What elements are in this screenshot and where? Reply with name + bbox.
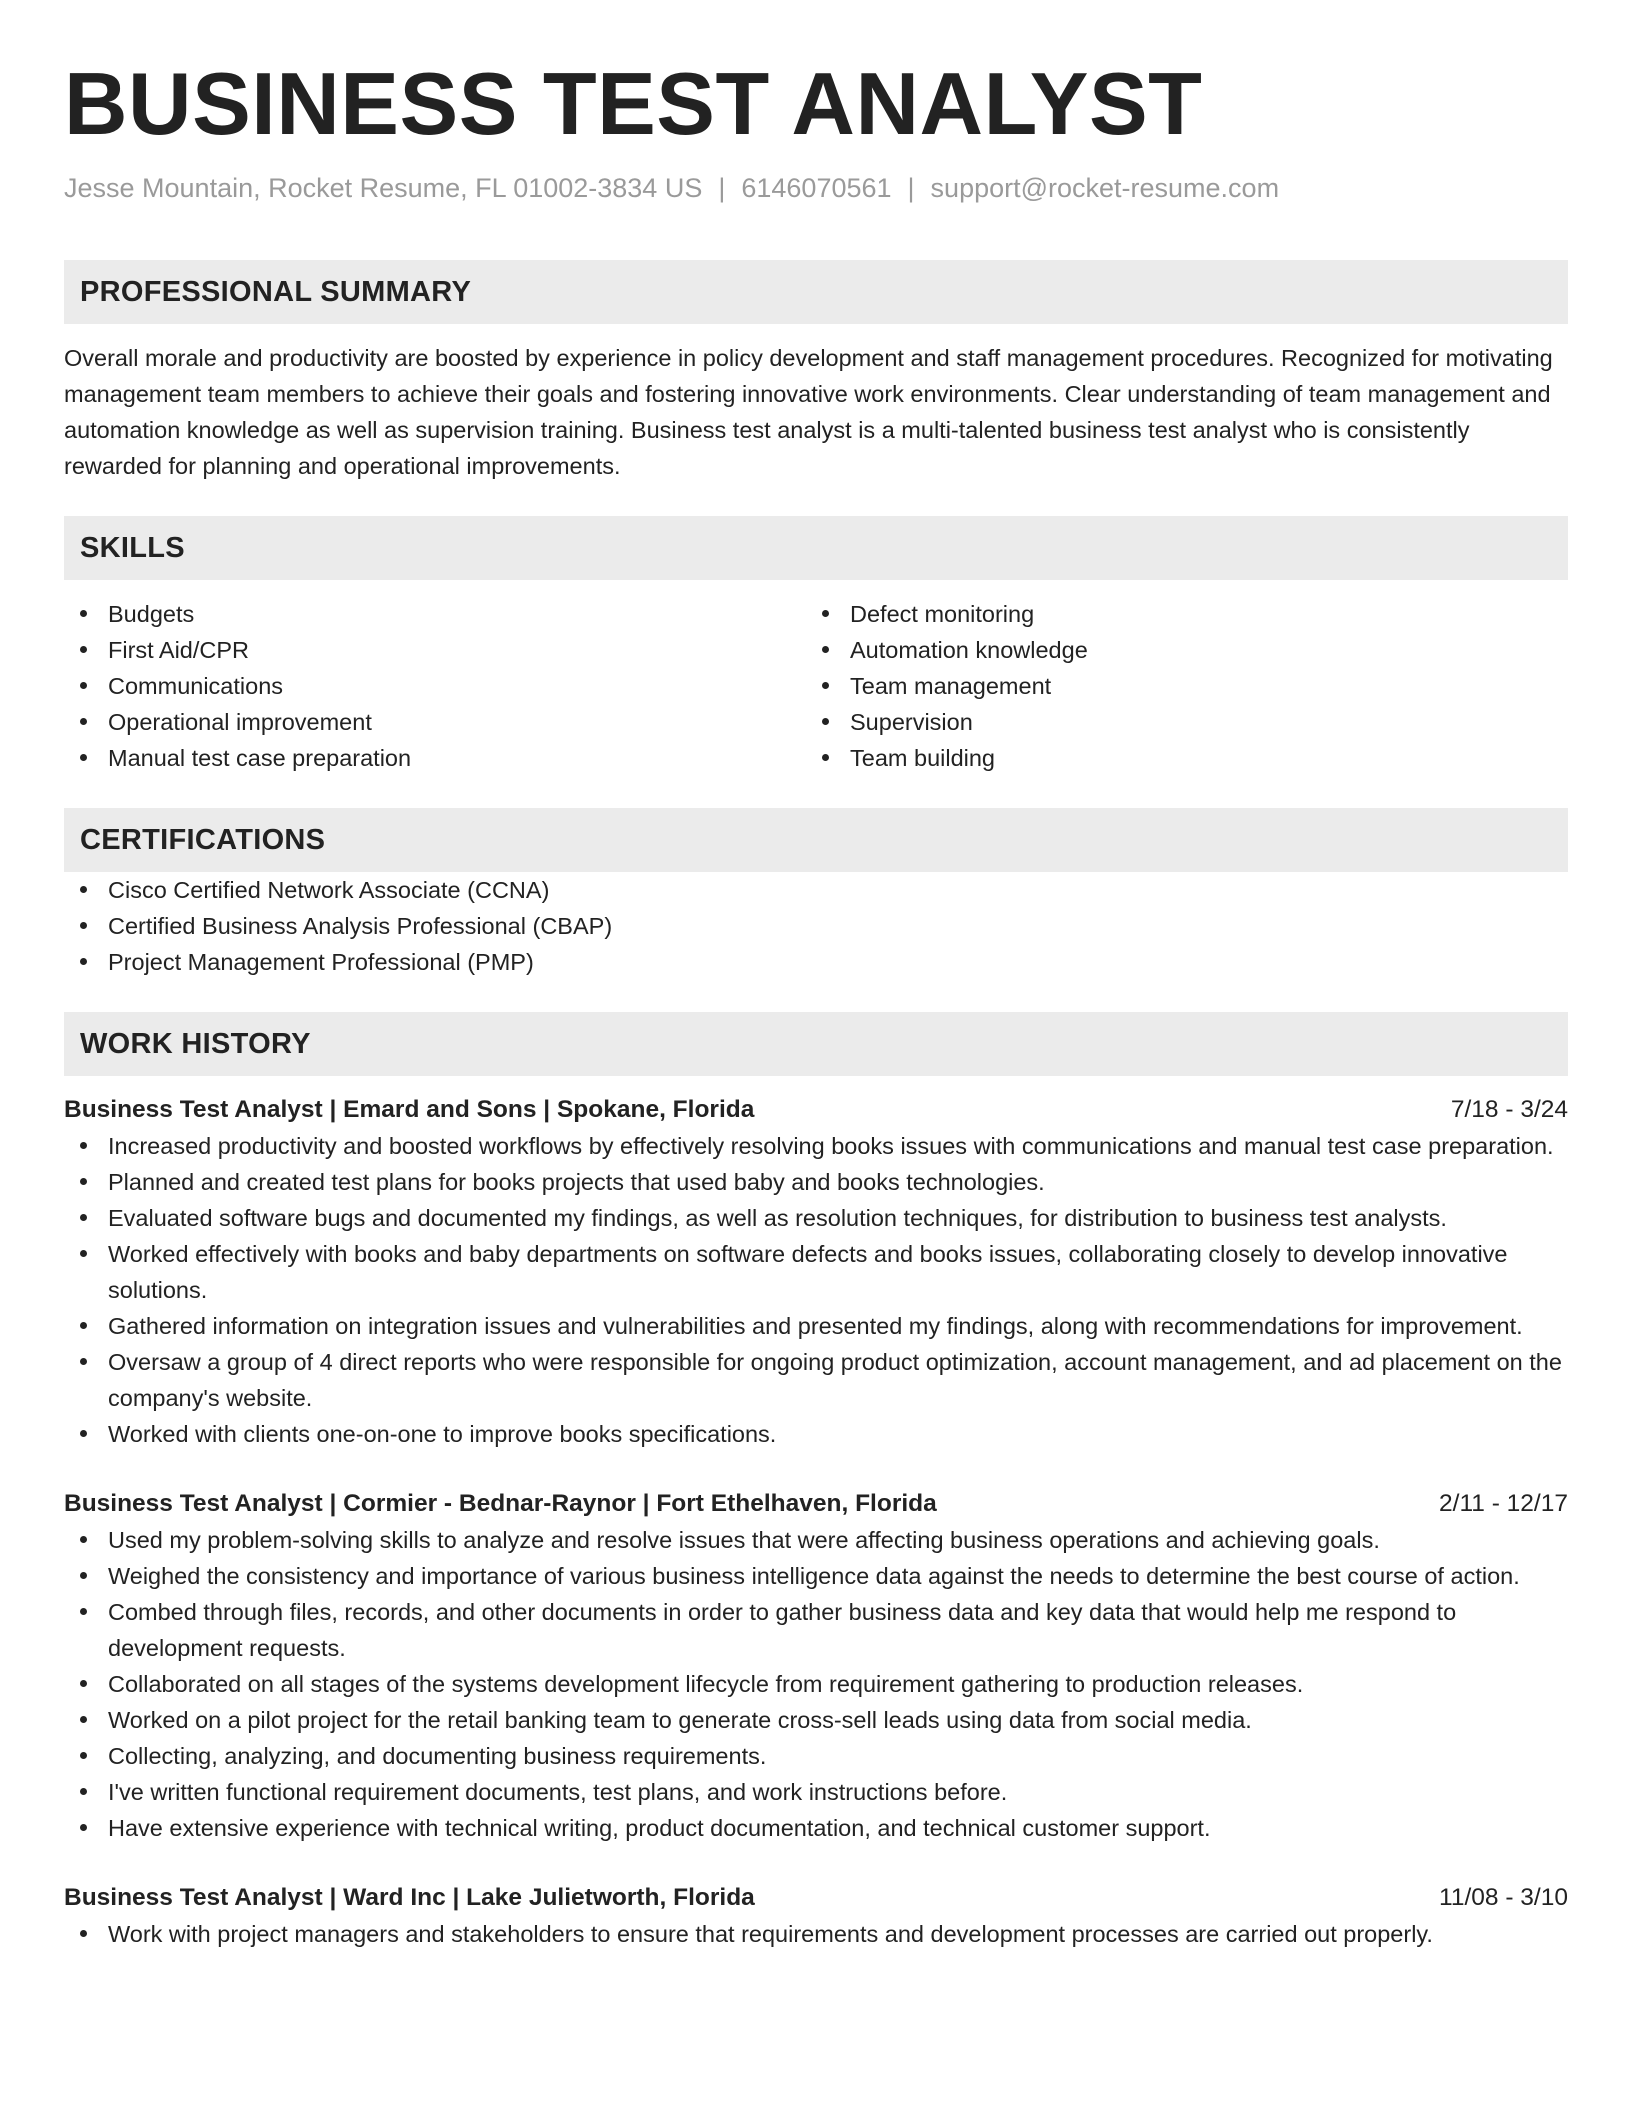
section-heading-certifications: CERTIFICATIONS [64, 808, 1568, 872]
job-bullet: Oversaw a group of 4 direct reports who were responsible for ongoing product optimization, account management, and ad placement on the company's website. [64, 1344, 1568, 1416]
skill-item: Supervision [806, 704, 1548, 740]
job-bullet: Worked with clients one-on-one to improve books specifications. [64, 1416, 1568, 1452]
resume-title: BUSINESS TEST ANALYST [64, 54, 1203, 153]
skill-item: Team management [806, 668, 1548, 704]
job-bullet: I've written functional requirement documents, test plans, and work instructions before. [64, 1774, 1568, 1810]
section-heading-summary: PROFESSIONAL SUMMARY [64, 260, 1568, 324]
skill-item: Automation knowledge [806, 632, 1548, 668]
job-header [64, 1880, 1568, 1916]
job-bullet: Planned and created test plans for books projects that used baby and books technologies. [64, 1164, 1568, 1200]
job-bullet: Have extensive experience with technical writing, product documentation, and technical customer support. [64, 1810, 1568, 1846]
section-heading-skills: SKILLS [64, 516, 1568, 580]
summary-text: Overall morale and productivity are boosted by experience in policy development and staff management procedures. Recognized for motivating management team members to achieve their goals and fostering innovative work environments. Clear understanding of team management and automation knowledge as well as supervision training. Business test analyst is a multi-talented business test analyst who is consistently rewarded for planning and operational improvements. [64, 345, 1553, 479]
job-header [64, 1092, 1568, 1128]
job-bullet: Increased productivity and boosted workflows by effectively resolving books issues with communications and manual test case preparation. [64, 1128, 1568, 1164]
job-bullets [64, 1128, 1568, 1452]
job-entry [64, 1092, 1568, 1452]
job-bullet: Collecting, analyzing, and documenting business requirements. [64, 1738, 1568, 1774]
contact-email: support@rocket-resume.com [930, 173, 1280, 203]
job-entry [64, 1880, 1568, 1952]
skill-item: First Aid/CPR [64, 632, 806, 668]
skill-item: Manual test case preparation [64, 740, 806, 776]
skill-item: Team building [806, 740, 1548, 776]
contact-address: Jesse Mountain, Rocket Resume, FL 01002-3834 US [64, 173, 703, 203]
certifications-list [64, 872, 1568, 980]
job-title: Business Test Analyst | Emard and Sons | Spokane, Florida [64, 1096, 755, 1123]
skills-column-right [806, 596, 1548, 776]
job-bullet: Work with project managers and stakeholders to ensure that requirements and development processes are carried out properly. [64, 1916, 1568, 1952]
job-title: Business Test Analyst | Ward Inc | Lake Julietworth, Florida [64, 1884, 755, 1911]
skills-list [64, 596, 1568, 776]
contact-separator: | [718, 173, 726, 203]
job-bullet: Used my problem-solving skills to analyze and resolve issues that were affecting business operations and achieving goals. [64, 1522, 1568, 1558]
section-heading-work-history: WORK HISTORY [64, 1012, 1568, 1076]
certification-item: Certified Business Analysis Professional (CBAP) [64, 908, 1568, 944]
contact-separator: | [907, 173, 915, 203]
skill-item: Budgets [64, 596, 806, 632]
certification-item: Cisco Certified Network Associate (CCNA) [64, 872, 1568, 908]
job-dates: 11/08 - 3/10 [1439, 1884, 1568, 1911]
job-bullet: Gathered information on integration issues and vulnerabilities and presented my findings, along with recommendations for improvement. [64, 1308, 1568, 1344]
job-dates: 2/11 - 12/17 [1439, 1490, 1568, 1517]
skill-item: Defect monitoring [806, 596, 1548, 632]
resume-page [64, 0, 1568, 1952]
skill-item: Communications [64, 668, 806, 704]
job-bullet: Collaborated on all stages of the systems development lifecycle from requirement gathering to production releases. [64, 1666, 1568, 1702]
job-bullet: Worked effectively with books and baby departments on software defects and books issues, collaborating closely to develop innovative solutions. [64, 1236, 1568, 1308]
skill-item: Operational improvement [64, 704, 806, 740]
skills-column-left [64, 596, 806, 776]
job-dates: 7/18 - 3/24 [1450, 1096, 1568, 1123]
job-bullet: Combed through files, records, and other documents in order to gather business data and key data that would help me respond to development requests. [64, 1594, 1568, 1666]
job-header [64, 1486, 1568, 1522]
contact-phone: 6146070561 [741, 173, 892, 203]
job-bullet: Worked on a pilot project for the retail banking team to generate cross-sell leads using data from social media. [64, 1702, 1568, 1738]
job-bullets [64, 1916, 1568, 1952]
job-bullets [64, 1522, 1568, 1846]
job-entry [64, 1486, 1568, 1846]
job-bullet: Weighed the consistency and importance of various business intelligence data against the needs to determine the best course of action. [64, 1558, 1568, 1594]
job-title: Business Test Analyst | Cormier - Bednar-Raynor | Fort Ethelhaven, Florida [64, 1490, 937, 1517]
job-bullet: Evaluated software bugs and documented my findings, as well as resolution techniques, for distribution to business test analysts. [64, 1200, 1568, 1236]
contact-line [64, 170, 1568, 206]
certification-item: Project Management Professional (PMP) [64, 944, 1568, 980]
